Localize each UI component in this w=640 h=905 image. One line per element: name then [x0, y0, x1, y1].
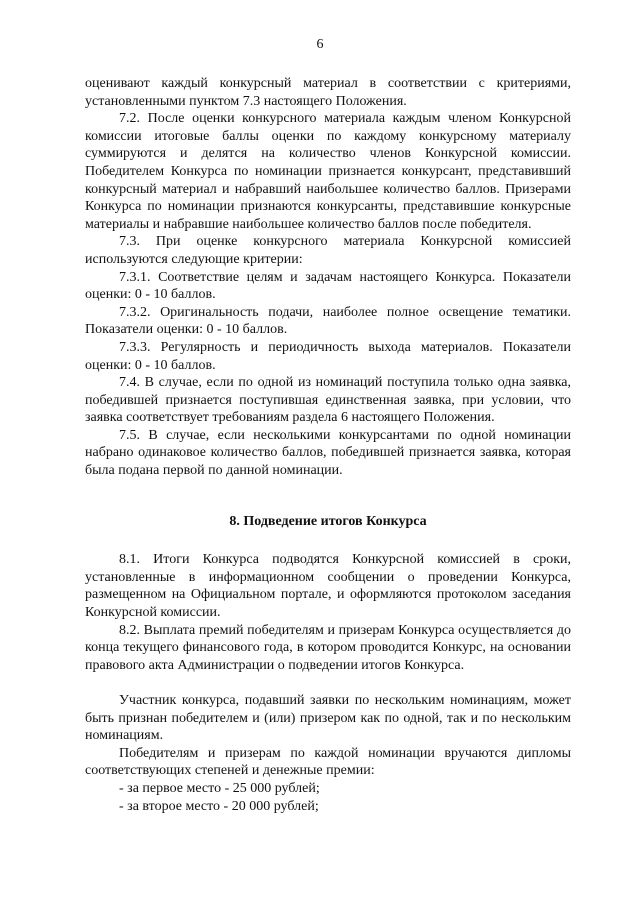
page-number: 6 — [316, 37, 324, 52]
paragraph-7-3-3: 7.3.3. Регулярность и периодичность выхода материалов. Показатели оценки: 0 - 10 баллов. — [85, 339, 571, 373]
paragraph-7-3: 7.3. При оценке конкурсного материала Конкурсной комиссией используются следующие критерии: — [85, 234, 571, 267]
paragraph-8-1: 8.1. Итоги Конкурса подводятся Конкурсной комиссией в сроки, установленные в информационном сообщении о проведении Конкурса, размещенном на Официальном портале, и оформляются протоколом заседания Конкурсной комиссии. — [85, 552, 571, 621]
paragraph-7-3-2: 7.3.2. Оригинальность подачи, наиболее полное освещение тематики. Показатели оценки: 0 - 10 баллов. — [85, 304, 571, 338]
paragraph-7-4: 7.4. В случае, если по одной из номинаций поступила только одна заявка, победившей признается поступившая единственная заявка, при условии, что заявка соответствует требованиям раздела 6 настоящего Положения. — [85, 375, 571, 426]
paragraph-8-2: 8.2. Выплата премий победителям и призерам Конкурса осуществляется до конца текущего финансового года, в котором проводится Конкурс, на основании правового акта Администрации о подведении итогов Конкурса. — [85, 622, 571, 673]
paragraph-multiple-nominations: Участник конкурса, подавший заявки по нескольким номинациям, может быть признан победителем и (или) призером как по одной, так и по нескольким номинациям. — [85, 693, 571, 744]
paragraph-diplomas: Победителям и призерам по каждой номинации вручаются дипломы соответствующих степеней и денежные премии: — [85, 745, 571, 779]
prize-list-item: - за первое место - 25 000 рублей; — [119, 780, 320, 796]
paragraph-7-3-1: 7.3.1. Соответствие целям и задачам настоящего Конкурса. Показатели оценки: 0 - 10 баллов. — [85, 269, 571, 303]
paragraph-7-2: 7.2. После оценки конкурсного материала каждым членом Конкурсной комиссии итоговые баллы оценки по каждому конкурсному материалу суммируются и делятся на количество членов Конкурсной комиссии. Победителем Конкурса по номинации признается конкурсант, представивший конкурсный материал и набравший наибольшее количество баллов. Призерами Конкурса по номинации признаются конкурсанты, представившие конкурсные материалы и набравшие наибольшее количество баллов после победителя. — [85, 111, 571, 232]
paragraph-7-5: 7.5. В случае, если несколькими конкурсантами по одной номинации набрано одинаковое количество баллов, победившей признается заявка, которая была подана первой по данной номинации. — [85, 427, 571, 479]
section-8-heading: 8. Подведение итогов Конкурса — [229, 513, 427, 529]
prize-list-item: - за второе место - 20 000 рублей; — [119, 798, 319, 814]
paragraph-7-1-continuation: оценивают каждый конкурсный материал в соответствии с критериями, установленными пунктом 7.3 настоящего Положения. — [85, 76, 571, 109]
document-body — [85, 75, 571, 815]
